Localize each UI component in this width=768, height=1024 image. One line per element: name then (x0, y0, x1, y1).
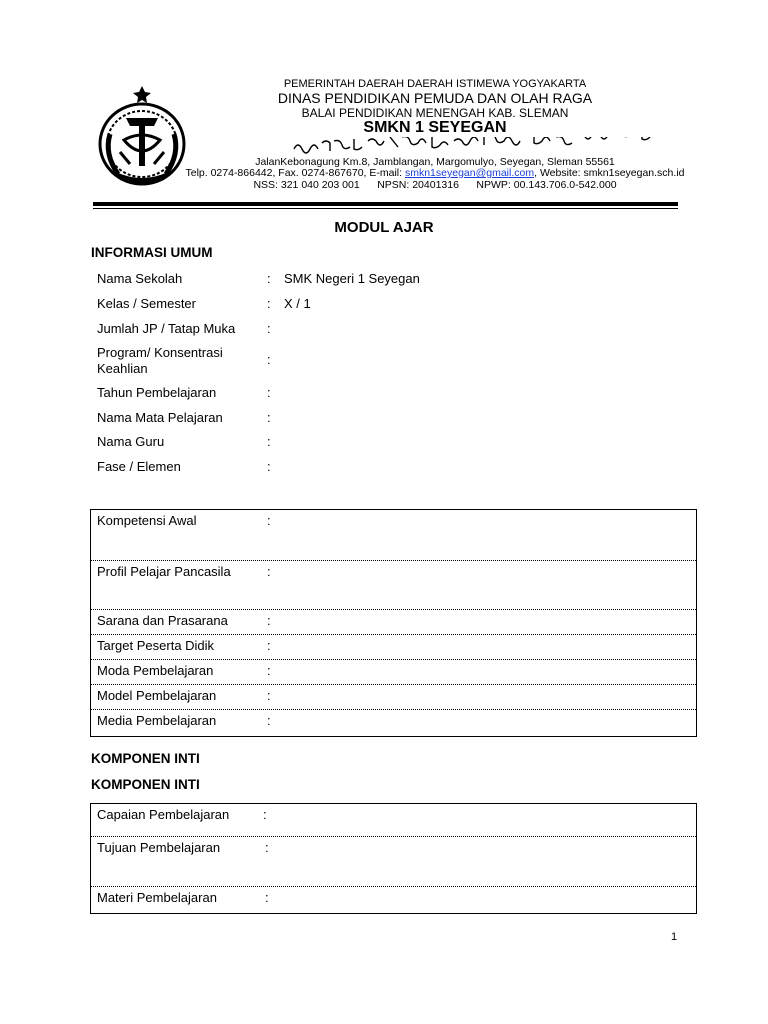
row-label-tujuan-pembelajaran: Tujuan Pembelajaran (97, 840, 221, 855)
info-colon: : (267, 459, 271, 474)
info-value-nama-sekolah: SMK Negeri 1 Seyegan (284, 271, 420, 286)
header-divider-thin (93, 208, 678, 209)
info-colon: : (267, 296, 271, 311)
table-row (91, 684, 696, 710)
table-row (91, 836, 696, 887)
email-link[interactable]: smkn1seyegan@gmail.com (404, 167, 535, 179)
row-label-media-pembelajaran: Media Pembelajaran (97, 713, 217, 728)
info-label-program-keahlian: Program/ Konsentrasi Keahlian (97, 345, 223, 376)
info-value-kelas-semester: X / 1 (284, 296, 311, 311)
info-label-fase-elemen: Fase / Elemen (97, 459, 181, 474)
table-row (91, 886, 696, 912)
page-title: MODUL AJAR (334, 219, 434, 236)
row-colon: : (267, 638, 271, 653)
row-colon: : (267, 564, 271, 579)
header-office-line: BALAI PENDIDIKAN MENENGAH KAB. SLEMAN (301, 106, 569, 120)
section-heading-komponen-inti: KOMPONEN INTI (91, 751, 200, 766)
header-department-line: DINAS PENDIDIKAN PEMUDA DAN OLAH RAGA (277, 90, 593, 106)
info-colon: : (267, 385, 271, 400)
header-address: JalanKebonagung Km.8, Jamblangan, Margomulyo, Seyegan, Sleman 55561 (255, 156, 615, 168)
header-ids: NSS: 321 040 203 001 NPSN: 20401316 NPWP: 00.143.706.0-542.000 (253, 179, 617, 191)
core-component-table (90, 803, 697, 914)
table-row (91, 510, 696, 560)
table-row (91, 804, 696, 836)
section-heading-informasi-umum: INFORMASI UMUM (91, 245, 213, 260)
table-row (91, 709, 696, 735)
javanese-script-school-name (180, 137, 690, 157)
info-label-mata-pelajaran: Nama Mata Pelajaran (97, 410, 223, 425)
row-colon: : (265, 890, 269, 905)
row-label-moda-pembelajaran: Moda Pembelajaran (97, 663, 214, 678)
row-label-profil-pelajar: Profil Pelajar Pancasila (97, 564, 231, 579)
row-colon: : (267, 688, 271, 703)
table-row (91, 634, 696, 660)
row-label-kompetensi-awal: Kompetensi Awal (97, 513, 197, 528)
row-colon: : (267, 613, 271, 628)
header-contact-prefix: Telp. 0274-866442, Fax. 0274-867670, E-mail: (185, 167, 405, 179)
info-colon: : (267, 271, 271, 286)
header-divider-thick (93, 202, 678, 206)
row-label-target-peserta: Target Peserta Didik (97, 638, 215, 653)
row-label-materi-pembelajaran: Materi Pembelajaran (97, 890, 217, 905)
section-heading-komponen-inti-repeat: KOMPONEN INTI (91, 777, 200, 792)
row-label-capaian-pembelajaran: Capaian Pembelajaran (97, 807, 230, 822)
row-colon: : (267, 513, 271, 528)
info-label-nama-sekolah: Nama Sekolah (97, 271, 183, 286)
header-contact-suffix: , Website: smkn1seyegan.sch.id (534, 167, 685, 179)
info-label-nama-guru: Nama Guru (97, 434, 165, 449)
row-label-model-pembelajaran: Model Pembelajaran (97, 688, 217, 703)
info-label-kelas-semester: Kelas / Semester (97, 296, 196, 311)
info-label-tahun-pembelajaran: Tahun Pembelajaran (97, 385, 217, 400)
header-contact (180, 167, 690, 179)
page-number: 1 (671, 931, 678, 943)
header-school-name: SMKN 1 SEYEGAN (363, 119, 507, 136)
info-colon: : (267, 434, 271, 449)
table-row (91, 609, 696, 635)
row-colon: : (265, 840, 269, 855)
general-info-table (90, 509, 697, 737)
row-colon: : (267, 663, 271, 678)
yogyakarta-emblem-icon (96, 84, 188, 188)
table-row (91, 659, 696, 685)
table-row (91, 560, 696, 610)
info-colon: : (267, 352, 271, 367)
row-colon: : (263, 807, 267, 822)
info-label-jumlah-jp: Jumlah JP / Tatap Muka (97, 321, 236, 336)
info-colon: : (267, 410, 271, 425)
row-colon: : (267, 713, 271, 728)
info-colon: : (267, 321, 271, 336)
header-government-line: PEMERINTAH DAERAH DAERAH ISTIMEWA YOGYAKARTA (283, 78, 587, 90)
row-label-sarana-prasarana: Sarana dan Prasarana (97, 613, 228, 628)
